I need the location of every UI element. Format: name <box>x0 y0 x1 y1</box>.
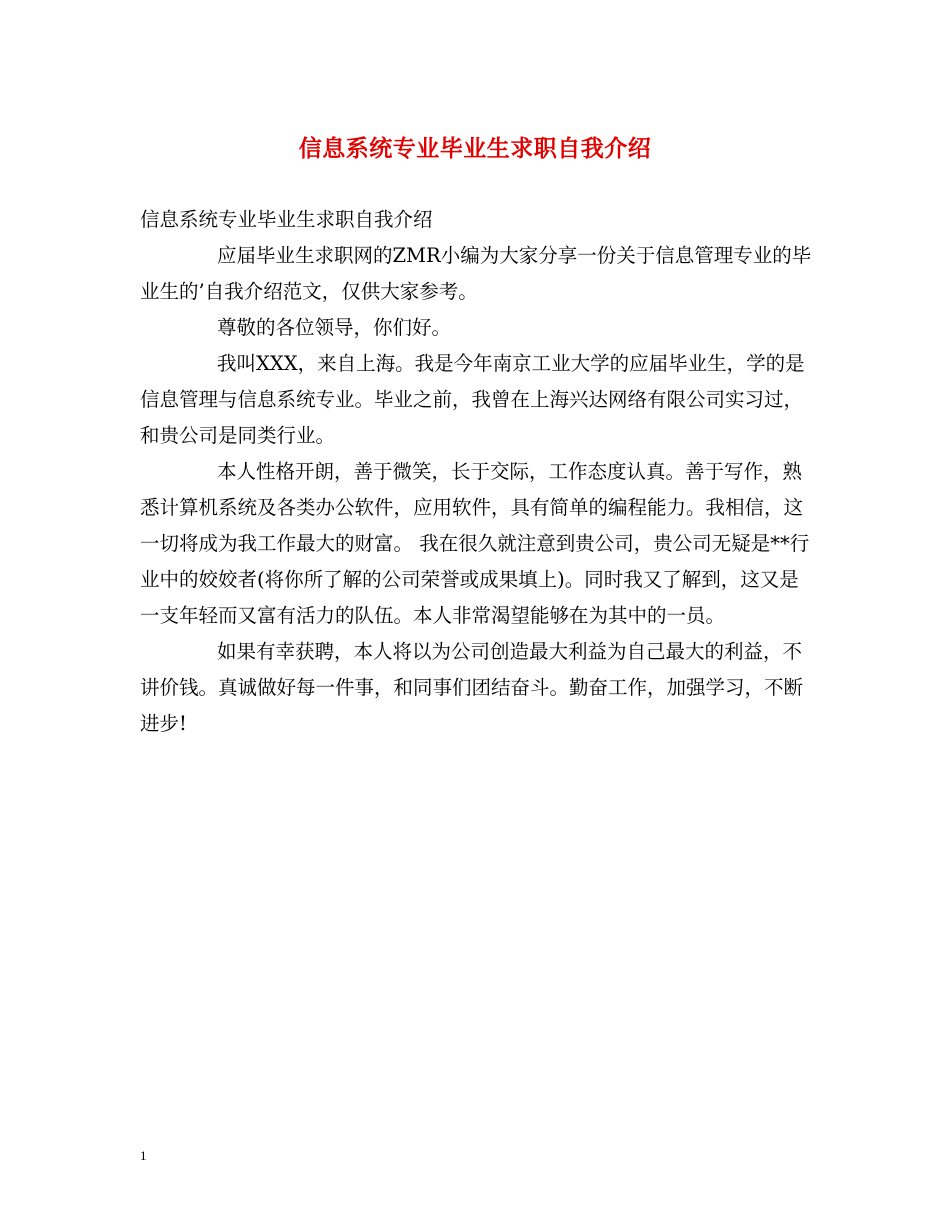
document-body <box>140 202 812 742</box>
paragraph-background: 我叫XXX，来自上海。我是今年南京工业大学的应届毕业生，学的是信息管理与信息系统专业。毕业之前，我曾在上海兴达网络有限公司实习过，和贵公司是同类行业。 <box>140 352 805 447</box>
page-number: 1 <box>140 1148 147 1163</box>
document-title: 信息系统专业毕业生求职自我介绍 <box>298 135 652 162</box>
paragraph-closing: 如果有幸获聘，本人将以为公司创造最大利益为自己最大的利益，不讲价钱。真诚做好每一件事，和同事们团结奋斗。勤奋工作，加强学习，不断进步! <box>140 640 804 735</box>
paragraph-personality: 本人性格开朗，善于微笑，长于交际，工作态度认真。善于写作，熟悉计算机系统及各类办公软件，应用软件，具有简单的编程能力。我相信，这一切将成为我工作最大的财富。 我在很久就注意到贵公司，贵公司无疑是**行业中的姣姣者(将你所了解的公司荣誉或成果填上)。同时我又了解到，这又是一支年轻而又富有活力的队伍。本人非常渴望能够在为其中的一员。 <box>140 460 810 627</box>
body-heading: 信息系统专业毕业生求职自我介绍 <box>140 208 433 231</box>
paragraph-intro: 应届毕业生求职网的ZMR小编为大家分享一份关于信息管理专业的毕业生的’自我介绍范文，仅供大家参考。 <box>140 244 812 303</box>
paragraph-greeting: 尊敬的各位领导，你们好。 <box>217 316 452 339</box>
